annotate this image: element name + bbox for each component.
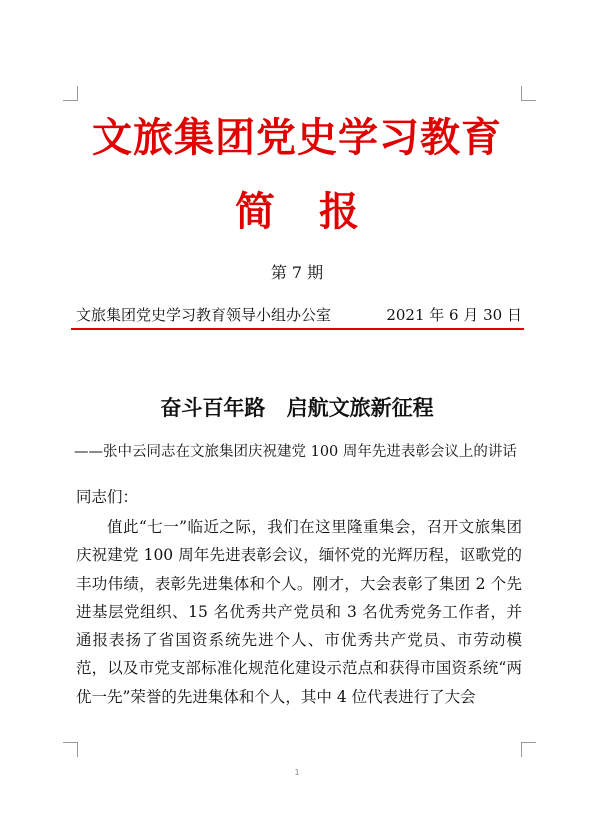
masthead-title: 文旅集团党史学习教育 — [92, 114, 502, 161]
masthead-subtitle: 简报 — [235, 188, 403, 235]
article-title: 奋斗百年路 启航文旅新征程 — [160, 395, 434, 420]
red-divider-rule — [71, 328, 524, 330]
issuing-office: 文旅集团党史学习教育领导小组办公室 — [76, 306, 332, 324]
article-subtitle: ——张中云同志在文旅集团庆祝建党 100 周年先进表彰会议上的讲话 — [74, 444, 517, 460]
crop-mark-bottom-right — [521, 742, 536, 757]
salutation: 同志们： — [76, 488, 139, 506]
issuer-line — [76, 304, 522, 325]
crop-mark-top-right — [521, 86, 536, 101]
crop-mark-top-left — [63, 86, 78, 101]
body-paragraph: 值此“七一”临近之际，我们在这里隆重集会，召开文旅集团庆祝建党 100 周年先进表彰会议，缅怀党的光辉历程，讴歌党的丰功伟绩，表彰先进集体和个人。刚才，大会表彰了集团 2 个先进基层党组织、15 名优秀共产党员和 3 名优秀党务工作者，并通报表扬了省国资系统先进个人、市优秀共产党员、市劳动模范，以及市党支部标准化规范化建设示范点和获得市国资系统“两优一先”荣誉的先进集体和个人，其中 4 位代表进行了大会 — [76, 518, 522, 706]
page-number: 1 — [294, 768, 300, 777]
issue-number: 第 7 期 — [270, 263, 324, 282]
crop-mark-bottom-left — [63, 742, 78, 757]
issue-date: 2021 年 6 月 30 日 — [386, 306, 522, 324]
